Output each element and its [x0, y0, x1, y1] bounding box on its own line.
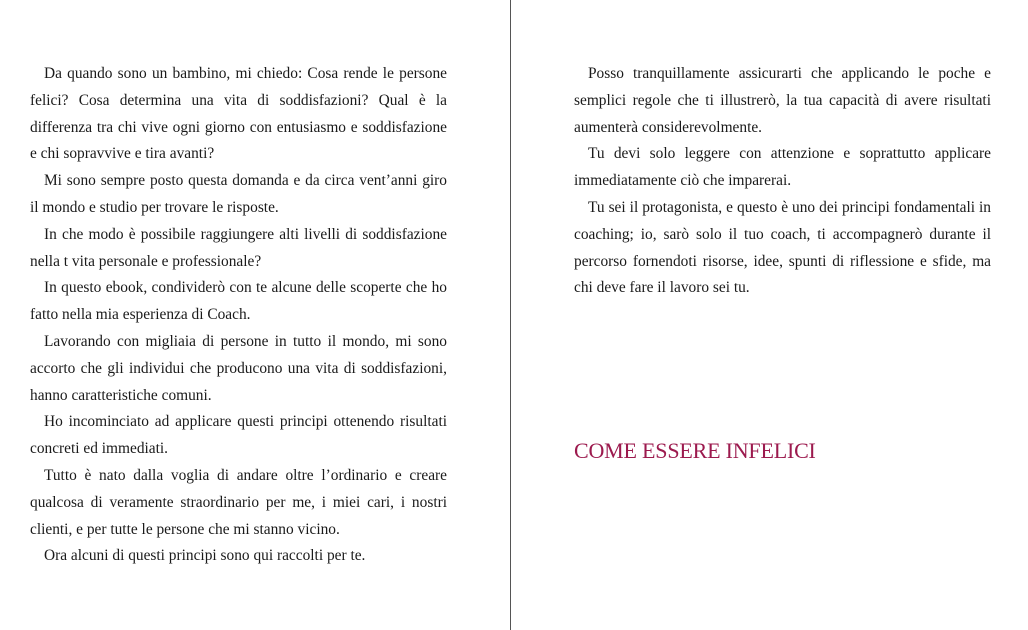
paragraph: Ho incominciato ad applicare questi principi ottenendo risultati concreti ed immediati.	[30, 413, 447, 458]
paragraph: Lavorando con migliaia di persone in tutto il mondo, mi sono accorto che gli individui che producono una vita di soddisfazioni, hanno caratteristiche comuni.	[30, 332, 447, 404]
page-gutter-divider	[510, 0, 511, 630]
left-page	[30, 61, 447, 570]
chapter-heading: COME ESSERE INFELICI	[574, 438, 816, 463]
paragraph: Posso tranquillamente assicurarti che applicando le poche e semplici regole che ti illustrerò, la tua capacità di avere risultati aumenterà considerevolmente.	[574, 65, 991, 136]
right-page	[574, 61, 991, 302]
paragraph: Tutto è nato dalla voglia di andare oltre l’ordinario e creare qualcosa di veramente straordinario per me, i miei cari, i nostri clienti, e per tutte le persone che mi stanno vicino.	[30, 466, 447, 538]
paragraph: Tu devi solo leggere con attenzione e soprattutto applicare immediatamente ciò che imparerai.	[574, 145, 991, 190]
paragraph: In questo ebook, condividerò con te alcune delle scoperte che ho fatto nella mia esperienza di Coach.	[30, 279, 447, 324]
paragraph: Tu sei il protagonista, e questo è uno dei principi fondamentali in coaching; io, sarò solo il tuo coach, ti accompagnerò durante il percorso fornendoti risorse, idee, spunti di riflessione e sfide, ma chi deve fare il lavoro sei tu.	[574, 198, 991, 297]
paragraph: Da quando sono un bambino, mi chiedo: Cosa rende le persone felici? Cosa determina una vita di soddisfazioni? Qual è la differenza tra chi vive ogni giorno con entusiasmo e soddisfazione e chi sopravvive e tira avanti?	[30, 65, 447, 163]
paragraph: Ora alcuni di questi principi sono qui raccolti per te.	[44, 547, 366, 565]
paragraph: Mi sono sempre posto questa domanda e da circa vent’anni giro il mondo e studio per trovare le risposte.	[30, 172, 447, 216]
paragraph: In che modo è possibile raggiungere alti livelli di soddisfazione nella t vita personale e professionale?	[30, 225, 447, 270]
